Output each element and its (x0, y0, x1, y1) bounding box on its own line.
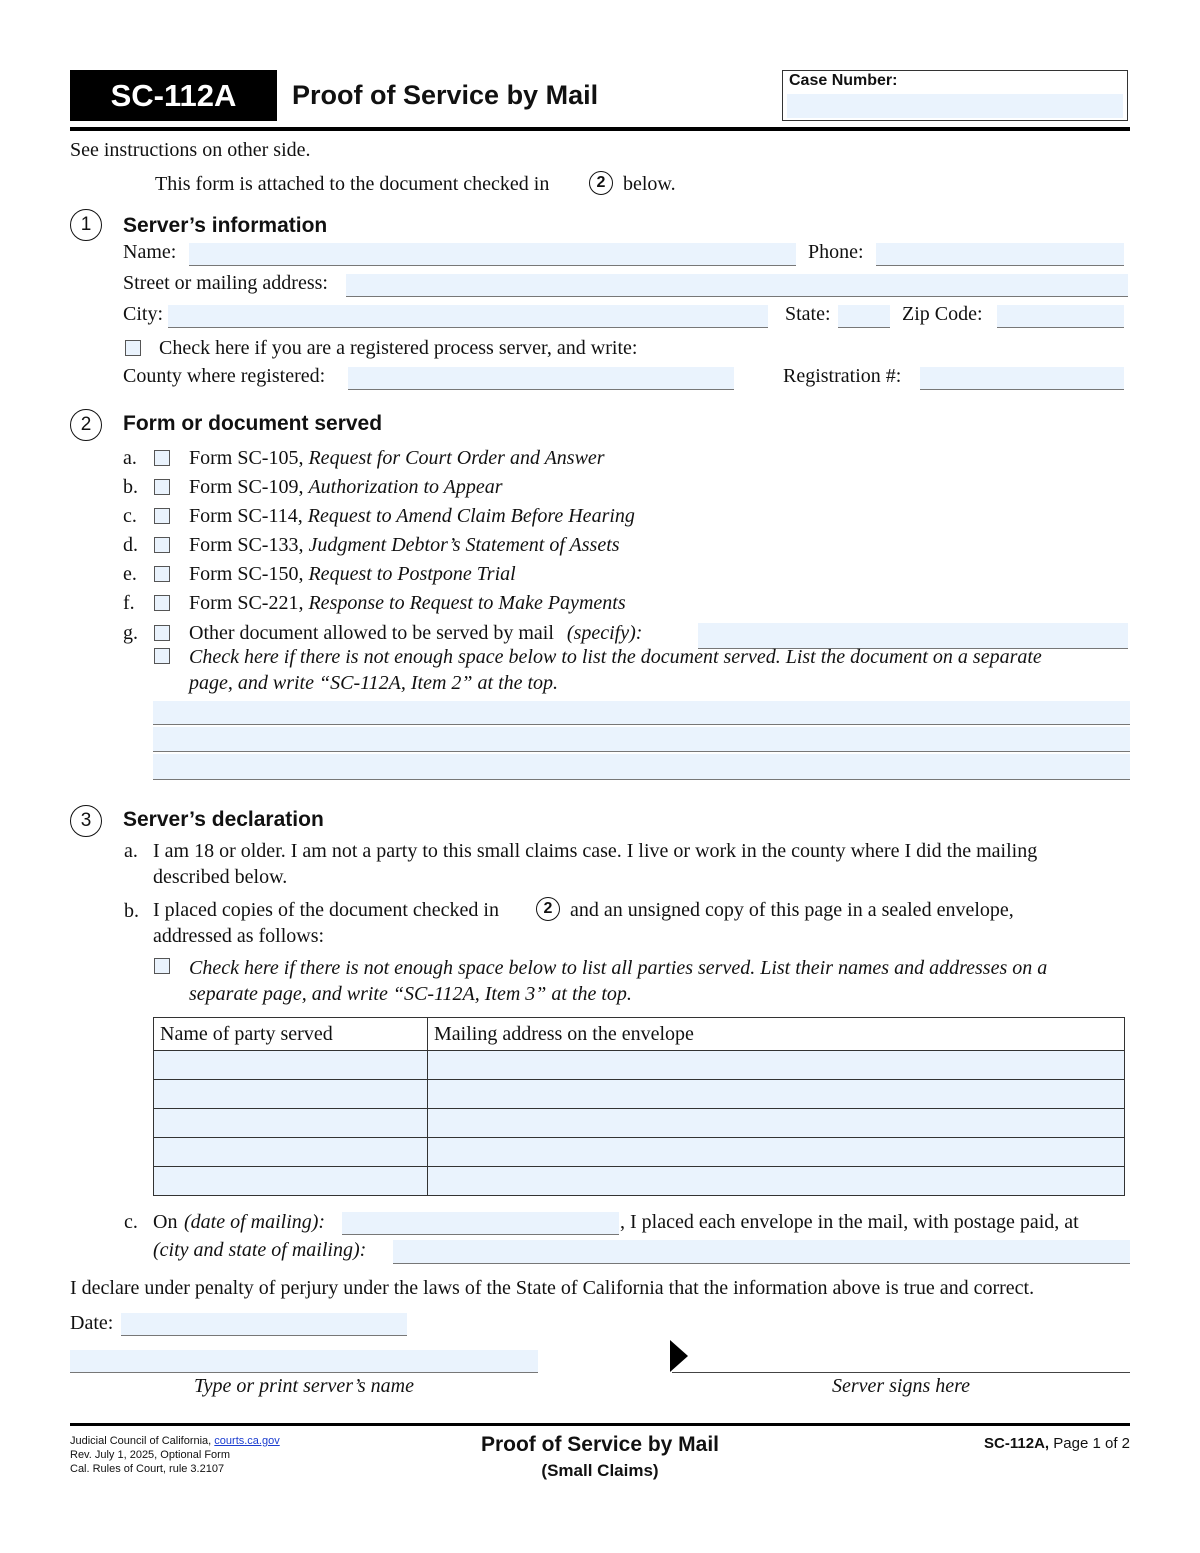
state-label: State: (785, 303, 831, 325)
decl-c-mid: , I placed each envelope in the mail, with postage paid, at (620, 1211, 1079, 1233)
registration-field[interactable] (920, 367, 1124, 390)
phone-field[interactable] (876, 243, 1124, 266)
doc-overflow-line1: Check here if there is not enough space below to list the document served. List the document on a separate (189, 646, 1042, 668)
doc-title: Request to Amend Claim Before Hearing (307, 505, 635, 527)
section-2-number: 2 (70, 409, 102, 441)
attached-pre: This form is attached to the document checked in (155, 173, 550, 195)
doc-overflow-checkbox[interactable] (154, 648, 170, 664)
footer-page (880, 1435, 1130, 1452)
mailing-city-field[interactable] (393, 1240, 1130, 1264)
section-3-heading: Server’s declaration (123, 808, 324, 831)
doc-title: Judgment Debtor’s Statement of Assets (308, 534, 620, 556)
page-title: Proof of Service by Mail (292, 80, 599, 110)
doc-letter-g: g. (123, 622, 138, 644)
doc-checkbox-g[interactable] (154, 625, 170, 641)
county-field[interactable] (348, 367, 734, 390)
table-row (154, 1138, 1125, 1167)
state-field[interactable] (838, 305, 890, 328)
doc-item-b (123, 475, 1023, 501)
doc-letter: a. (123, 447, 137, 469)
section-3-number: 3 (70, 805, 102, 837)
doc-title: Request for Court Order and Answer (308, 447, 605, 469)
doc-checkbox-f[interactable] (154, 595, 170, 611)
decl-c-on: On (153, 1211, 178, 1233)
signature-arrow-icon (670, 1340, 688, 1372)
decl-b-line2: addressed as follows: (153, 925, 325, 947)
doc-item-e (123, 562, 1023, 588)
table-header-row (154, 1018, 1125, 1051)
doc-title: Authorization to Appear (308, 476, 503, 498)
doc-label (189, 446, 605, 470)
doc-form: Form SC-105, (189, 447, 304, 469)
parties-overflow-checkbox[interactable] (154, 958, 170, 974)
registered-server-checkbox[interactable] (125, 340, 141, 356)
doc-form: Form SC-221, (189, 592, 304, 614)
footer-meta (70, 1434, 280, 1476)
doc-list-line-3[interactable] (153, 754, 1130, 780)
doc-label (189, 504, 635, 528)
footer-title: Proof of Service by Mail (480, 1433, 720, 1456)
attached-text (155, 172, 549, 196)
parties-overflow-line1: Check here if there is not enough space below to list all parties served. List their names and addresses on a (189, 957, 1048, 979)
section-1-number: 1 (70, 209, 102, 241)
doc-label (189, 533, 620, 557)
footer-subtitle: (Small Claims) (541, 1461, 659, 1480)
decl-a-line2: described below. (153, 866, 288, 888)
mailing-address-header: Mailing address on the envelope (428, 1018, 1125, 1051)
doc-overflow-line2: page, and write “SC-112A, Item 2” at the top. (189, 672, 559, 694)
footer-rules: Cal. Rules of Court, rule 3.2107 (70, 1463, 225, 1475)
doc-letter: c. (123, 505, 137, 527)
phone-label: Phone: (808, 241, 864, 263)
party-name-cell[interactable] (154, 1138, 428, 1167)
city-label: City: (123, 303, 164, 325)
table-row (154, 1167, 1125, 1196)
doc-letter: f. (123, 592, 135, 614)
doc-label (189, 591, 626, 615)
name-field[interactable] (189, 243, 796, 266)
doc-letter: d. (123, 534, 138, 556)
decl-c-letter: c. (124, 1211, 138, 1233)
name-label: Name: (123, 241, 177, 263)
doc-label (189, 475, 503, 499)
see-instructions: See instructions on other side. (70, 139, 311, 161)
party-name-cell[interactable] (154, 1109, 428, 1138)
doc-list-line-1[interactable] (153, 701, 1130, 725)
header-rule (70, 127, 1130, 131)
case-number-field[interactable] (787, 94, 1123, 118)
zip-field[interactable] (997, 305, 1124, 328)
mailing-address-cell[interactable] (428, 1080, 1125, 1109)
other-doc-specify: (specify): (566, 622, 643, 644)
footer-code: SC-112A, (984, 1435, 1050, 1452)
footer-council: Judicial Council of California, (70, 1435, 212, 1447)
item-ref-2: 2 (589, 171, 613, 195)
mailing-address-cell[interactable] (428, 1167, 1125, 1196)
footer-council-line (70, 1434, 280, 1448)
other-doc-label (189, 621, 642, 645)
doc-checkbox-c[interactable] (154, 508, 170, 524)
county-label: County where registered: (123, 365, 326, 387)
date-field[interactable] (121, 1313, 407, 1336)
doc-checkbox-b[interactable] (154, 479, 170, 495)
perjury-statement: I declare under penalty of perjury under the laws of the State of California that the information above is true and correct. (70, 1277, 1035, 1299)
footer-link[interactable]: courts.ca.gov (214, 1435, 280, 1447)
server-name-caption: Type or print server’s name (194, 1375, 414, 1397)
mailing-address-cell[interactable] (428, 1138, 1125, 1167)
doc-form: Form SC-114, (189, 505, 303, 527)
table-row (154, 1051, 1125, 1080)
street-field[interactable] (346, 274, 1128, 297)
doc-item-c (123, 504, 1023, 530)
mailing-address-cell[interactable] (428, 1109, 1125, 1138)
decl-b-letter: b. (124, 900, 139, 922)
doc-label (189, 562, 516, 586)
other-doc-text: Other document allowed to be served by mail (189, 622, 554, 644)
doc-letter: e. (123, 563, 137, 585)
footer-rev: Rev. July 1, 2025, Optional Form (70, 1449, 230, 1461)
decl-b-post: and an unsigned copy of this page in a sealed envelope, (570, 899, 1014, 921)
parties-table (153, 1017, 1125, 1196)
doc-form: Form SC-150, (189, 563, 304, 585)
date-label: Date: (70, 1312, 114, 1334)
server-name-field[interactable] (70, 1350, 538, 1373)
case-number-label: Case Number: (789, 72, 898, 89)
party-name-header: Name of party served (154, 1018, 428, 1051)
parties-overflow-line2: separate page, and write “SC-112A, Item 3” at the top. (189, 983, 632, 1005)
table-row (154, 1080, 1125, 1109)
registration-label: Registration #: (783, 365, 902, 387)
attached-post: below. (623, 173, 676, 195)
doc-item-f (123, 591, 1023, 617)
mailing-address-cell[interactable] (428, 1051, 1125, 1080)
footer-page-number: Page 1 of 2 (1053, 1435, 1130, 1452)
zip-label: Zip Code: (902, 303, 983, 325)
item-ref-2b: 2 (536, 897, 560, 921)
city-field[interactable] (168, 305, 768, 328)
decl-c-city-label: (city and state of mailing): (153, 1239, 367, 1261)
doc-item-d (123, 533, 1023, 559)
doc-item-a (123, 446, 1023, 472)
table-row (154, 1109, 1125, 1138)
doc-checkbox-e[interactable] (154, 566, 170, 582)
street-label: Street or mailing address: (123, 272, 328, 294)
party-name-cell[interactable] (154, 1051, 428, 1080)
decl-a-letter: a. (124, 840, 138, 862)
doc-letter: b. (123, 476, 138, 498)
decl-c-date-label: (date of mailing): (184, 1211, 326, 1233)
footer-rule (70, 1423, 1130, 1426)
case-number-box (782, 70, 1128, 121)
decl-a-line1: I am 18 or older. I am not a party to this small claims case. I live or work in the county where I did the mailing (153, 840, 1038, 862)
doc-checkbox-d[interactable] (154, 537, 170, 553)
decl-b-pre: I placed copies of the document checked in (153, 899, 499, 921)
signature-caption: Server signs here (831, 1375, 971, 1397)
party-name-cell[interactable] (154, 1080, 428, 1109)
doc-checkbox-a[interactable] (154, 450, 170, 466)
doc-title: Request to Postpone Trial (308, 563, 516, 585)
doc-form: Form SC-133, (189, 534, 304, 556)
doc-form: Form SC-109, (189, 476, 304, 498)
section-2-heading: Form or document served (123, 412, 383, 435)
registered-server-label: Check here if you are a registered process server, and write: (159, 337, 638, 359)
party-name-cell[interactable] (154, 1167, 428, 1196)
doc-list-line-2[interactable] (153, 727, 1130, 752)
doc-title: Response to Request to Make Payments (308, 592, 626, 614)
form-code-block: SC-112A (70, 70, 277, 121)
signature-line[interactable] (672, 1372, 1130, 1373)
section-1-heading: Server’s information (123, 214, 328, 237)
mailing-date-field[interactable] (342, 1212, 619, 1235)
